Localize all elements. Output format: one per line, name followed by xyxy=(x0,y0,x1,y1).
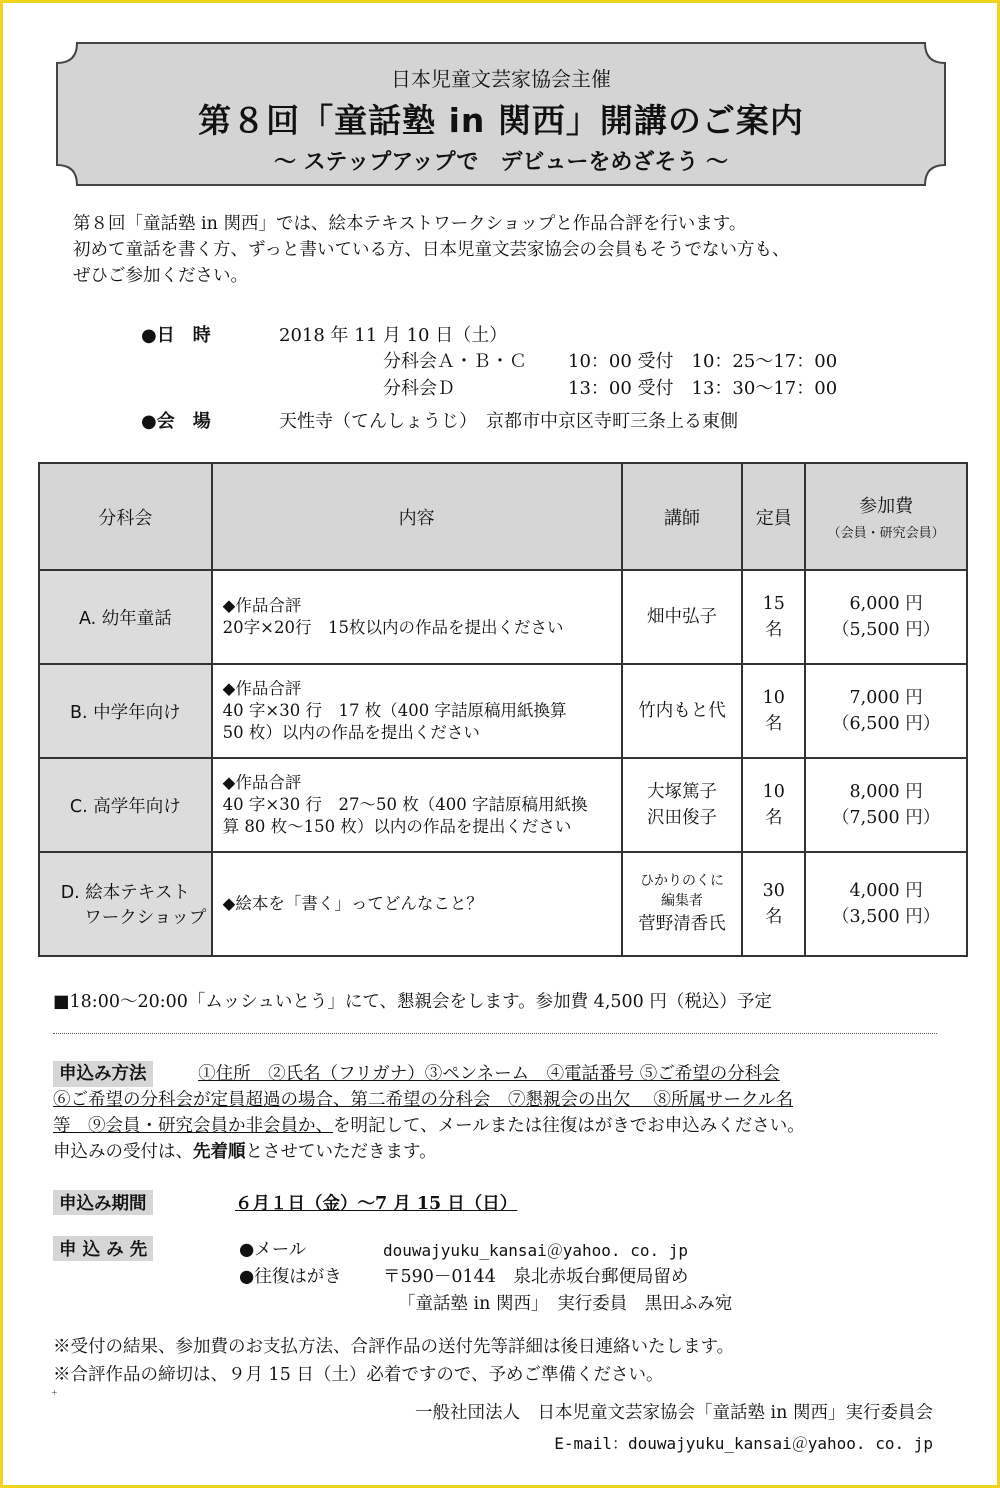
application-method xyxy=(53,1061,943,1165)
method-line: 等 ⑨会員・研究会員か非会員か、 xyxy=(53,1116,333,1136)
capacity-cell xyxy=(742,852,805,956)
session-name: C. 高学年向け xyxy=(69,796,181,817)
capacity-cell xyxy=(742,758,805,852)
period-label: 申込み期間 xyxy=(53,1190,153,1215)
note-line: ※受付の結果、参加費のお支払方法、合評作品の送付先等詳細は後日連絡いたします。 xyxy=(53,1337,735,1357)
instructor-name: 菅野清香氏 xyxy=(638,914,726,934)
page-subtitle: ～ ステップアップで デビューをめざそう ～ xyxy=(274,150,728,175)
session-name-cell xyxy=(39,852,212,956)
capacity-number: 15 xyxy=(762,594,785,614)
first-come-text: 先着順 xyxy=(193,1142,246,1162)
mail-address[interactable]: douwajyuku_kansai＠yahoo. co. jp xyxy=(383,1241,688,1260)
instructor-cell xyxy=(622,852,743,956)
instructor-name: 沢田俊子 xyxy=(646,808,717,828)
header-banner xyxy=(55,41,947,187)
courses-table xyxy=(38,462,968,957)
header-session: 分科会 xyxy=(39,463,212,570)
instructor-cell xyxy=(622,570,743,664)
header-capacity: 定員 xyxy=(742,463,805,570)
capacity-unit: 名 xyxy=(765,808,783,828)
date-label: ●日 時 xyxy=(141,325,211,346)
session-d-time: 13：00 受付 13：30～17：00 xyxy=(568,378,838,399)
header-fee xyxy=(805,463,967,570)
content-title: ◆作品合評 xyxy=(222,679,302,698)
content-title: ◆作品合評 xyxy=(222,773,302,792)
content-cell xyxy=(212,852,622,956)
session-name: D. 絵本テキスト xyxy=(60,883,190,903)
fee-cell xyxy=(805,664,967,758)
session-name-sub: ワークショップ xyxy=(84,908,207,928)
fee-member: （5,500 円） xyxy=(832,620,941,640)
table-row xyxy=(39,664,967,758)
footer-organization: 一般社団法人 日本児童文芸家協会「童話塾 in 関西」実行委員会 xyxy=(415,1403,933,1423)
session-name: B. 中学年向け xyxy=(70,702,181,723)
fee-general: 4,000 円 xyxy=(849,881,923,901)
method-label: 申込み方法 xyxy=(53,1061,153,1087)
fee-member: （6,500 円） xyxy=(832,714,941,734)
capacity-unit: 名 xyxy=(765,620,783,640)
header-content: 内容 xyxy=(212,463,622,570)
session-abc-time: 10：00 受付 10：25～17：00 xyxy=(568,351,838,372)
capacity-unit: 名 xyxy=(765,714,783,734)
fee-member: （3,500 円） xyxy=(832,907,941,927)
table-row xyxy=(39,570,967,664)
capacity-cell xyxy=(742,664,805,758)
party-notice: ■18:00～20:00「ムッシュいとう」にて、懇親会をします。参加費 4,500 円（税込）予定 xyxy=(53,992,772,1012)
content-cell xyxy=(212,664,622,758)
destination-label: 申 込 み 先 xyxy=(53,1236,153,1261)
content-title: ◆絵本を「書く」ってどんなこと？ xyxy=(222,894,483,913)
fee-general: 7,000 円 xyxy=(849,688,923,708)
content-detail: 40 字×30 行 27～50 枚（400 字詰原稿用紙換 xyxy=(222,795,588,814)
method-line: を明記して、メールまたは往復はがきでお申込みください。 xyxy=(333,1116,805,1136)
method-line: ①住所 ②氏名（フリガナ）③ペンネーム ④電話番号 ⑤ご希望の分科会 xyxy=(198,1064,780,1084)
page-title: 第８回「童話塾 in 関西」開講のご案内 xyxy=(198,101,804,140)
fee-general: 8,000 円 xyxy=(849,782,923,802)
intro-paragraph xyxy=(73,211,789,289)
capacity-number: 10 xyxy=(762,688,785,708)
postcard-recipient: 「童話塾 in 関西」 実行委員 黒田ふみ宛 xyxy=(398,1294,733,1314)
session-name-cell xyxy=(39,664,212,758)
content-title: ◆作品合評 xyxy=(222,596,302,615)
postcard-label: ●往復はがき xyxy=(239,1267,342,1287)
intro-line: 初めて童話を書く方、ずっと書いている方、日本児童文芸家協会の会員もそうでない方も、 xyxy=(73,240,790,260)
capacity-unit: 名 xyxy=(765,907,783,927)
method-line: 申込みの受付は、 xyxy=(53,1142,193,1162)
organizer-text: 日本児童文芸家協会主催 xyxy=(391,67,611,91)
method-line: とさせていただきます。 xyxy=(245,1142,437,1162)
fee-cell xyxy=(805,852,967,956)
instructor-name: 畑中弘子 xyxy=(646,607,717,627)
instructor-name: 大塚篤子 xyxy=(646,782,717,802)
method-line: ⑥ご希望の分科会が定員超過の場合、第二希望の分科会 ⑦懇親会の出欠 ⑧所属サークル名 xyxy=(53,1090,794,1110)
session-name-cell xyxy=(39,758,212,852)
instructor-cell xyxy=(622,664,743,758)
content-detail: 20字×20行 15枚以内の作品を提出ください xyxy=(222,618,564,637)
session-d-label: 分科会Ｄ xyxy=(383,378,455,399)
table-row xyxy=(39,758,967,852)
venue-value: 天性寺（てんしょうじ） 京都市中京区寺町三条上る東側 xyxy=(279,411,738,432)
content-cell xyxy=(212,758,622,852)
fee-member: （7,500 円） xyxy=(832,808,941,828)
capacity-cell xyxy=(742,570,805,664)
capacity-number: 10 xyxy=(762,782,785,802)
venue-label: ●会 場 xyxy=(141,411,211,432)
table-header-row xyxy=(39,463,967,570)
session-abc-label: 分科会Ａ・Ｂ・Ｃ xyxy=(383,351,527,372)
postcard-address: 〒590－0144 泉北赤坂台郵便局留め xyxy=(383,1267,689,1287)
content-detail: 算 80 枚～150 枚）以内の作品を提出ください xyxy=(222,817,572,836)
footer-email[interactable]: E-mail：douwajyuku_kansai＠yahoo. co. jp xyxy=(554,1434,933,1453)
note-line: ※合評作品の締切は、９月 15 日（土）必着ですので、予めご準備ください。 xyxy=(53,1365,664,1385)
header-fee-note: （会員・研究会員） xyxy=(827,526,945,541)
instructor-name: 竹内もと代 xyxy=(638,701,726,721)
fee-cell xyxy=(805,570,967,664)
instructor-name: ひかりのくに xyxy=(639,873,724,889)
intro-line: 第８回「童話塾 in 関西」では、絵本テキストワークショップと作品合評を行います。 xyxy=(73,214,747,234)
content-detail: 40 字×30 行 17 枚（400 字詰原稿用紙換算 xyxy=(222,701,567,720)
capacity-number: 30 xyxy=(762,881,785,901)
table-row xyxy=(39,852,967,956)
session-name: A. 幼年童話 xyxy=(78,608,172,629)
content-cell xyxy=(212,570,622,664)
header-fee-label: 参加費 xyxy=(859,496,914,517)
mail-label: ●メール xyxy=(239,1240,307,1260)
notes xyxy=(53,1333,734,1389)
session-name-cell xyxy=(39,570,212,664)
date-value: 2018 年 11 月 10 日（土） xyxy=(279,325,508,346)
header-instructor: 講師 xyxy=(622,463,743,570)
content-detail: 50 枚）以内の作品を提出ください xyxy=(222,723,480,742)
fee-cell xyxy=(805,758,967,852)
fee-general: 6,000 円 xyxy=(849,594,923,614)
instructor-cell xyxy=(622,758,743,852)
intro-line: ぜひご参加ください。 xyxy=(73,266,248,286)
period-value: ６月１日（金）～7 月 15 日（日） xyxy=(235,1194,518,1214)
instructor-name: 編集者 xyxy=(660,893,703,909)
plus-mark: + xyxy=(51,1388,58,1397)
dotted-divider xyxy=(53,1033,937,1034)
